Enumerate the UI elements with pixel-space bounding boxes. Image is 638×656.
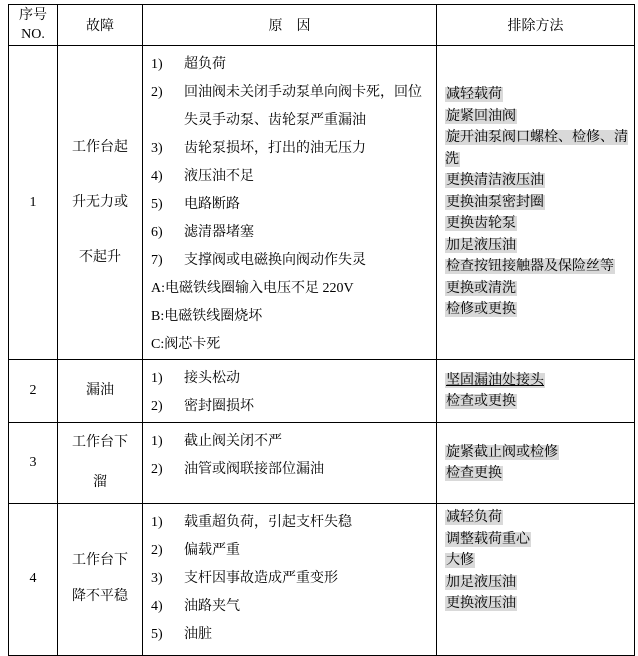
- cause-text: 支杆因事故造成严重变形: [184, 571, 338, 586]
- remedy-item: [445, 550, 630, 572]
- remedy-text: 加足液压油: [446, 237, 516, 253]
- table-row-2: [9, 360, 635, 423]
- fault-cell: [58, 423, 143, 504]
- cause-text: 超负荷: [184, 57, 226, 72]
- remedy-text: 检查按钮接触器及保险丝等: [446, 259, 614, 275]
- remedy-text: 旋紧回油阀: [446, 108, 516, 124]
- cause-number: 2): [151, 85, 163, 100]
- cause-item: [151, 537, 432, 565]
- cause-number: 1): [151, 434, 163, 449]
- remedy-item: [445, 370, 630, 392]
- cause-item: [151, 593, 432, 621]
- row-number: 3: [9, 423, 58, 504]
- table-row-1: [9, 46, 635, 360]
- remedy-item: [445, 299, 630, 321]
- remedy-item: [445, 463, 630, 485]
- remedy-text: 更换油泵密封圈: [446, 194, 544, 210]
- fault-line: 溜: [93, 475, 107, 490]
- cause-number: 1): [151, 57, 163, 72]
- remedy-item: [445, 213, 630, 235]
- remedy-text: 旋开油泵阀口螺栓、检修、清洗: [445, 130, 628, 167]
- cause-cell: [143, 46, 437, 360]
- cause-item: [151, 621, 432, 649]
- cause-cell: [143, 504, 437, 656]
- header-remedy: 排除方法: [437, 5, 635, 46]
- header-cause: 原 因: [143, 5, 437, 46]
- fault-line: 工作台下: [72, 435, 128, 450]
- cause-number: 5): [151, 197, 163, 212]
- table-row-3: [9, 423, 635, 504]
- remedy-text: 大修: [446, 553, 474, 568]
- remedy-item: [445, 84, 630, 106]
- remedy-text: 检查或更换: [446, 394, 516, 409]
- cause-text: B:电磁铁线圈烧坏: [151, 309, 263, 324]
- header-serial-no: [9, 5, 58, 46]
- cause-text: 液压油不足: [184, 169, 254, 184]
- fault-cell: [58, 504, 143, 656]
- header-serial-label: 序号: [19, 8, 47, 23]
- remedy-text: 更换液压油: [446, 596, 516, 611]
- cause-item: [151, 191, 432, 219]
- cause-cell: [143, 423, 437, 504]
- remedy-item: [445, 256, 630, 278]
- cause-number: 2): [151, 543, 163, 558]
- remedy-item: [445, 442, 630, 464]
- header-serial-label-en: NO.: [21, 27, 45, 42]
- cause-text: 载重超负荷，引起支杆失稳: [184, 515, 352, 530]
- cause-item: [151, 428, 432, 456]
- remedy-item: [445, 235, 630, 257]
- remedy-item: [445, 106, 630, 128]
- fault-line: 升无力或: [72, 195, 128, 210]
- remedy-item: [445, 127, 630, 170]
- cause-item: [151, 365, 432, 393]
- remedy-text: 检修或更换: [446, 302, 516, 318]
- table-row-4: [9, 504, 635, 656]
- remedy-text: 加足液压油: [446, 574, 516, 590]
- cause-number: 3): [151, 571, 163, 586]
- cause-number: 3): [151, 141, 163, 156]
- row-number: 1: [9, 46, 58, 360]
- cause-number: 7): [151, 253, 163, 268]
- cause-text: 偏载严重: [184, 543, 240, 558]
- remedy-text: 更换齿轮泵: [446, 216, 516, 232]
- fault-line: 不起升: [79, 250, 121, 265]
- cause-number: 4): [151, 169, 163, 184]
- cause-text: 齿轮泵损坏，打出的油无压力: [184, 141, 366, 156]
- cause-text: 滤清器堵塞: [184, 225, 254, 240]
- row-number: 2: [9, 360, 58, 423]
- cause-item: [151, 247, 432, 275]
- header-fault: 故障: [58, 5, 143, 46]
- remedy-text: 更换清洁液压油: [446, 173, 544, 189]
- cause-number: 1): [151, 515, 163, 530]
- remedy-text: 调整载荷重心: [446, 531, 530, 547]
- remedy-item: [445, 192, 630, 214]
- troubleshooting-table: [8, 4, 635, 656]
- cause-item: [151, 79, 432, 135]
- fault-cell: [58, 360, 143, 423]
- row-number: 4: [9, 504, 58, 656]
- cause-number: 4): [151, 599, 163, 614]
- cause-item: [151, 393, 432, 421]
- cause-item: [151, 135, 432, 163]
- cause-number: 5): [151, 627, 163, 642]
- cause-number: 2): [151, 462, 163, 477]
- cause-text: 油路夹气: [184, 599, 240, 614]
- cause-item: [151, 331, 432, 359]
- cause-number: 6): [151, 225, 163, 240]
- cause-text: 密封圈损坏: [184, 399, 254, 414]
- remedy-text: 检查更换: [446, 466, 502, 481]
- cause-number: 1): [151, 371, 163, 386]
- fault-cell: [58, 46, 143, 360]
- cause-item: [151, 219, 432, 247]
- cause-text: A:电磁铁线圈输入电压不足 220V: [151, 281, 354, 296]
- fault-line: 降不平稳: [72, 589, 128, 605]
- fault-line: 漏油: [86, 383, 114, 398]
- remedy-cell: [437, 423, 635, 504]
- cause-text: 油脏: [184, 627, 212, 642]
- fault-line: 工作台起: [72, 140, 128, 155]
- cause-item: [151, 303, 432, 331]
- cause-text: 接头松动: [184, 371, 240, 386]
- remedy-text: 坚固漏油处接头: [446, 372, 544, 388]
- remedy-item: [445, 278, 630, 300]
- cause-item: [151, 456, 432, 484]
- cause-item: [151, 51, 432, 79]
- cause-cell: [143, 360, 437, 423]
- remedy-text: 更换或清洗: [446, 280, 516, 296]
- remedy-item: [445, 593, 630, 615]
- remedy-text: 旋紧截止阀或检修: [446, 444, 558, 460]
- remedy-item: [445, 507, 630, 529]
- cause-text: C:阀芯卡死: [151, 337, 221, 352]
- remedy-cell: [437, 360, 635, 423]
- cause-item: [151, 509, 432, 537]
- cause-text: 回油阀未关闭手动泵单向阀卡死，回位失灵手动泵、齿轮泵严重漏油: [184, 85, 422, 128]
- cause-item: [151, 163, 432, 191]
- remedy-item: [445, 572, 630, 594]
- fault-line: 工作台下: [72, 553, 128, 569]
- remedy-text: 减轻载荷: [446, 87, 502, 103]
- cause-item: [151, 275, 432, 303]
- cause-number: 2): [151, 399, 163, 414]
- cause-text: 截止阀关闭不严: [184, 434, 282, 449]
- remedy-text: 减轻负荷: [446, 510, 502, 525]
- cause-text: 支撑阀或电磁换向阀动作失灵: [184, 253, 366, 268]
- table-header-row: [9, 5, 635, 46]
- cause-text: 油管或阀联接部位漏油: [184, 462, 324, 477]
- remedy-item: [445, 170, 630, 192]
- cause-text: 电路断路: [184, 197, 240, 212]
- remedy-item: [445, 529, 630, 551]
- remedy-cell: [437, 504, 635, 656]
- remedy-cell: [437, 46, 635, 360]
- remedy-item: [445, 391, 630, 413]
- cause-item: [151, 565, 432, 593]
